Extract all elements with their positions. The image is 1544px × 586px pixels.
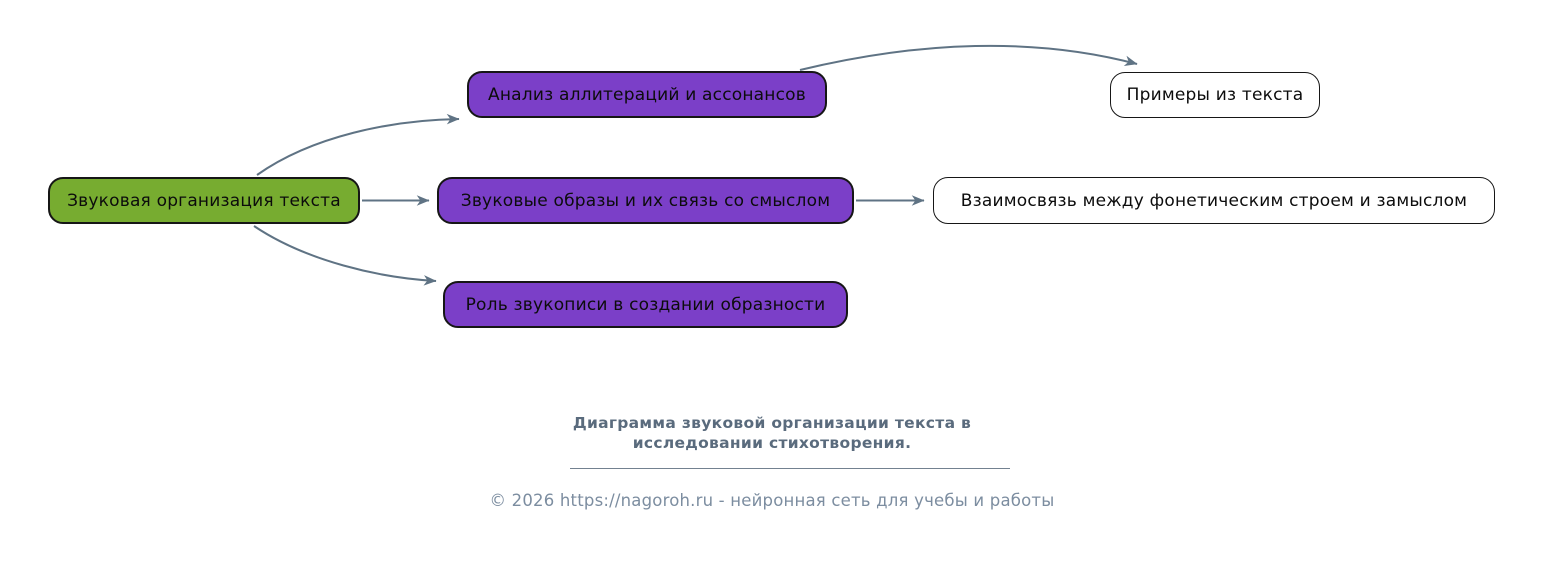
diagram-caption (0, 413, 1544, 453)
node-leaf-2 (933, 177, 1495, 224)
edge-root-branch1 (257, 119, 459, 175)
watermark-footer (0, 491, 1544, 510)
node-branch-3 (443, 281, 848, 328)
node-leaf-1 (1110, 72, 1320, 118)
node-branch-2-label: Звуковые образы и их связь со смыслом (460, 190, 831, 211)
node-leaf-2-label: Взаимосвязь между фонетическим строем и замыслом (960, 190, 1468, 211)
node-branch-1 (467, 71, 827, 118)
edge-branch1-leaf1 (800, 46, 1137, 70)
node-root (48, 177, 360, 224)
diagram-caption-line1: Диаграмма звуковой организации текста в (572, 414, 972, 432)
node-root-label: Звуковая организация текста (67, 190, 341, 211)
caption-divider (570, 468, 1010, 469)
node-branch-3-label: Роль звукописи в создании образности (465, 294, 826, 315)
edge-root-branch3 (254, 226, 436, 281)
node-branch-1-label: Анализ аллитераций и ассонансов (488, 84, 806, 105)
watermark-footer-text: © 2026 https://nagoroh.ru - нейронная сеть для учебы и работы (489, 491, 1055, 510)
node-leaf-1-label: Примеры из текста (1126, 85, 1304, 105)
diagram-caption-line2: исследовании стихотворения. (632, 434, 912, 452)
node-branch-2 (437, 177, 854, 224)
